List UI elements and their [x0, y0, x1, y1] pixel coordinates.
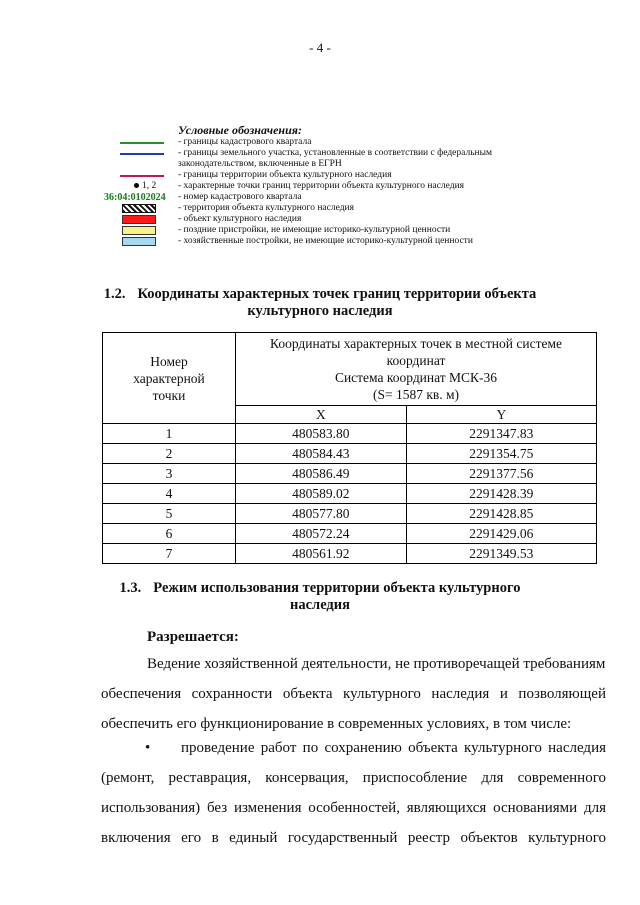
x-coordinate-cell: 480583.80 [236, 424, 407, 444]
point-number-cell: 7 [103, 544, 236, 564]
x-coordinate-cell: 480561.92 [236, 544, 407, 564]
red-fill-swatch [122, 215, 156, 224]
blue-line-symbol [120, 153, 164, 155]
point-number-cell: 4 [103, 484, 236, 504]
green-line-symbol [120, 142, 164, 144]
y-coordinate-cell: 2291429.06 [406, 524, 596, 544]
y-coordinate-cell: 2291354.75 [406, 444, 596, 464]
point-number-cell: 5 [103, 504, 236, 524]
point-number-cell: 2 [103, 444, 236, 464]
point-number-cell: 6 [103, 524, 236, 544]
legend-item-utility-buildings: - хозяйственные постройки, не имеющие историко-культурной ценности [100, 236, 580, 247]
x-coordinate-cell: 480577.80 [236, 504, 407, 524]
x-coordinate-cell: 480589.02 [236, 484, 407, 504]
col-header-y: Y [406, 406, 596, 424]
hatch-swatch [122, 204, 156, 213]
col-header-point-number: Номер характерной точки [103, 333, 236, 424]
page-number: - 4 - [309, 40, 331, 55]
legend-item-heritage-object: - объект культурного наследия [100, 214, 580, 225]
col-header-x: X [236, 406, 407, 424]
legend-item-heritage-territory: - территория объекта культурного наследия [100, 203, 580, 214]
legend-item-heritage-territory-border: - границы территории объекта культурного наследия [100, 170, 580, 181]
table-row [103, 424, 597, 444]
legend-item-land-plot-border: - границы земельного участка, установленные в соответствии с федеральным законодательством, включенные в ЕГРН [100, 148, 580, 170]
table-row [103, 504, 597, 524]
legend-item-characteristic-points: 1, 2 - характерные точки границ территории объекта культурного наследия [100, 181, 580, 192]
red-line-symbol [120, 175, 164, 177]
blue-fill-swatch [122, 237, 156, 246]
table-row [103, 524, 597, 544]
legend [100, 124, 580, 247]
legend-item-cadastral-quarter-border: - границы кадастрового квартала [100, 137, 580, 148]
x-coordinate-cell: 480586.49 [236, 464, 407, 484]
legend-item-cadastral-number: 36:04:0102024 - номер кадастрового квартала [104, 192, 302, 203]
y-coordinate-cell: 2291377.56 [406, 464, 596, 484]
allowed-title: Разрешается: [147, 629, 239, 645]
table-row [103, 544, 597, 564]
y-coordinate-cell: 2291428.39 [406, 484, 596, 504]
points-symbol: 1, 2 [134, 181, 156, 192]
allowed-paragraph: Ведение хозяйственной деятельности, не противоречащей требованиям обеспечения сохранности объекта культурного наследия и позволяющей обеспечить его функционирование в современных условиях, в том числе: [101, 656, 606, 732]
y-coordinate-cell: 2291428.85 [406, 504, 596, 524]
legend-item-late-additions: - поздние пристройки, не имеющие историко-культурной ценности [100, 225, 580, 236]
table-row [103, 464, 597, 484]
yellow-fill-swatch [122, 226, 156, 235]
point-dot-icon [134, 183, 139, 188]
coordinates-table [102, 332, 597, 564]
y-coordinate-cell: 2291347.83 [406, 424, 596, 444]
x-coordinate-cell: 480572.24 [236, 524, 407, 544]
section-1-3-heading: 1.3. Режим использования территории объекта культурного наследия [119, 580, 521, 613]
x-coordinate-cell: 480584.43 [236, 444, 407, 464]
col-header-coordinates: Координаты характерных точек в местной системе координат Система координат МСК-36 (S= 1587 кв. м) [236, 333, 597, 406]
section-1-2-heading: 1.2. Координаты характерных точек границ территории объекта культурного наследия [103, 286, 537, 319]
bullet-icon: • [145, 740, 151, 756]
cadastral-code-symbol: 36:04:0102024 [104, 192, 166, 203]
point-number-cell: 1 [103, 424, 236, 444]
bullet-item: • проведение работ по сохранению объекта культурного наследия (ремонт, реставрация, консервация, приспособление для современного использования) без изменения особенностей, являющихся основаниями для включения его в единый государственный реестр объектов культурного [101, 733, 606, 853]
y-coordinate-cell: 2291349.53 [406, 544, 596, 564]
legend-title: Условные обозначения: [178, 123, 302, 137]
point-number-cell: 3 [103, 464, 236, 484]
table-row [103, 444, 597, 464]
table-row [103, 484, 597, 504]
